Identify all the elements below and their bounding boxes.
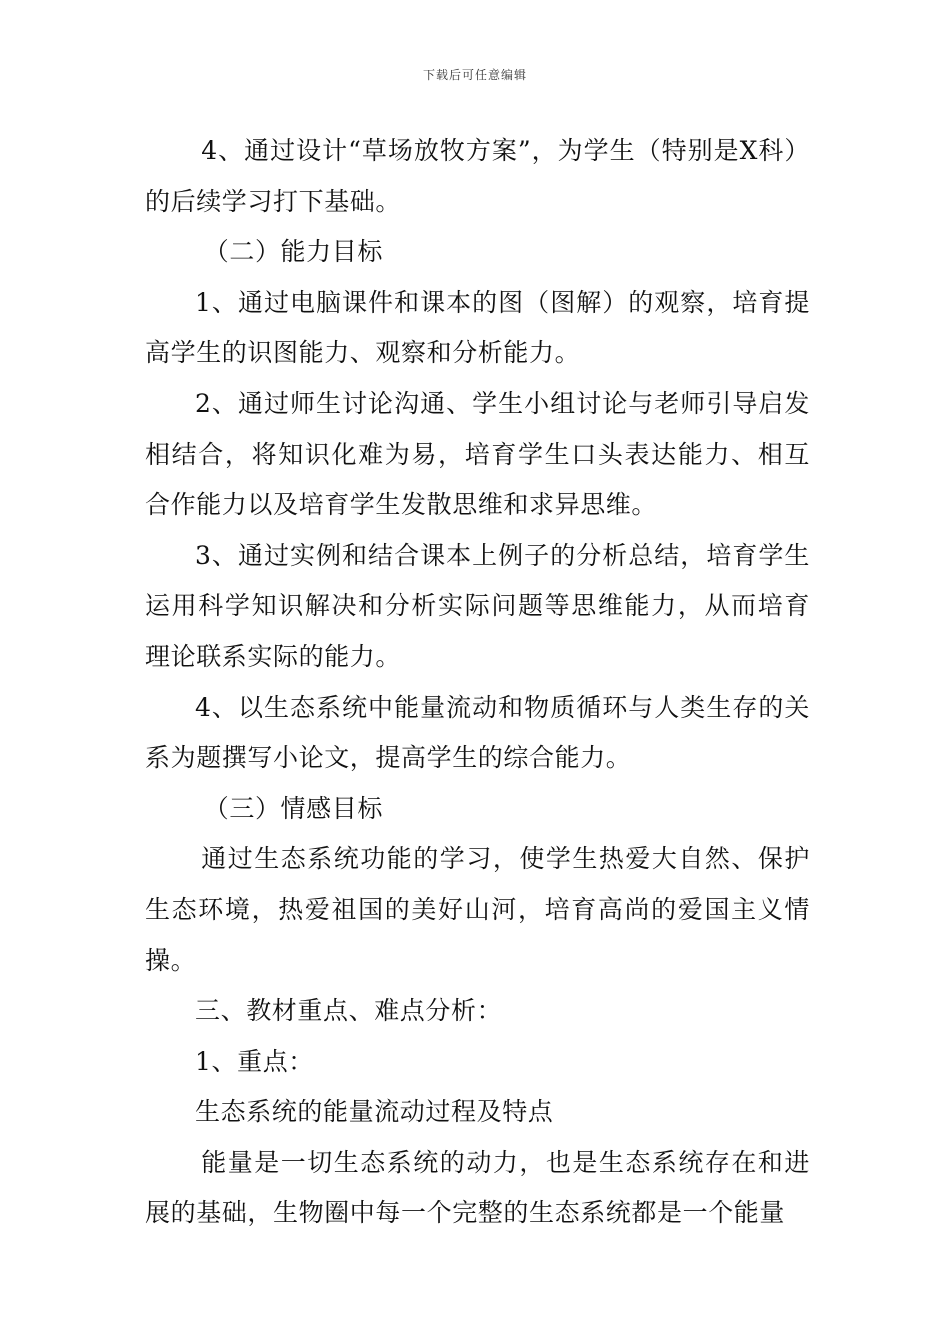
paragraph-ability-4: 4、以生态系统中能量流动和物质循环与人类生存的关系为题撰写小论文，提高学生的综合能力。	[145, 692, 810, 773]
subheading-key-point: 1、重点：	[195, 1046, 314, 1076]
paragraph-ability-3: 3、通过实例和结合课本上例子的分析总结，培育学生运用科学知识解决和分析实际问题等思维能力，从而培育理论联系实际的能力。	[145, 540, 810, 671]
key-point-title: 生态系统的能量流动过程及特点	[195, 1097, 554, 1127]
paragraph-ability-2: 2、通过师生讨论沟通、学生小组讨论与老师引导启发相结合，将知识化难为易，培育学生口头表达能力、相互合作能力以及培育学生发散思维和求异思维。	[145, 388, 810, 520]
paragraph-ability-1: 1、通过电脑课件和课本的图（图解）的观察，培育提高学生的识图能力、观察和分析能力。	[145, 287, 810, 368]
section-heading-key-points: 三、教材重点、难点分析：	[195, 996, 503, 1026]
page-header: 下载后可任意编辑	[422, 68, 527, 82]
paragraph-emotional: 通过生态系统功能的学习，使学生热爱大自然、保护生态环境，热爱祖国的美好山河，培育高尚的爱国主义情操。	[145, 844, 810, 975]
section-heading-emotional-goals: （三）情感目标	[203, 793, 383, 823]
document-body	[145, 126, 810, 1239]
paragraph-objective-4: 4、通过设计“草场放牧方案”，为学生（特别是X科）的后续学习打下基础。	[145, 136, 810, 216]
paragraph-energy: 能量是一切生态系统的动力，也是生态系统存在和进展的基础，生物圈中每一个完整的生态系统都是一个能量	[145, 1147, 810, 1228]
section-heading-ability-goals: （二）能力目标	[203, 237, 383, 267]
